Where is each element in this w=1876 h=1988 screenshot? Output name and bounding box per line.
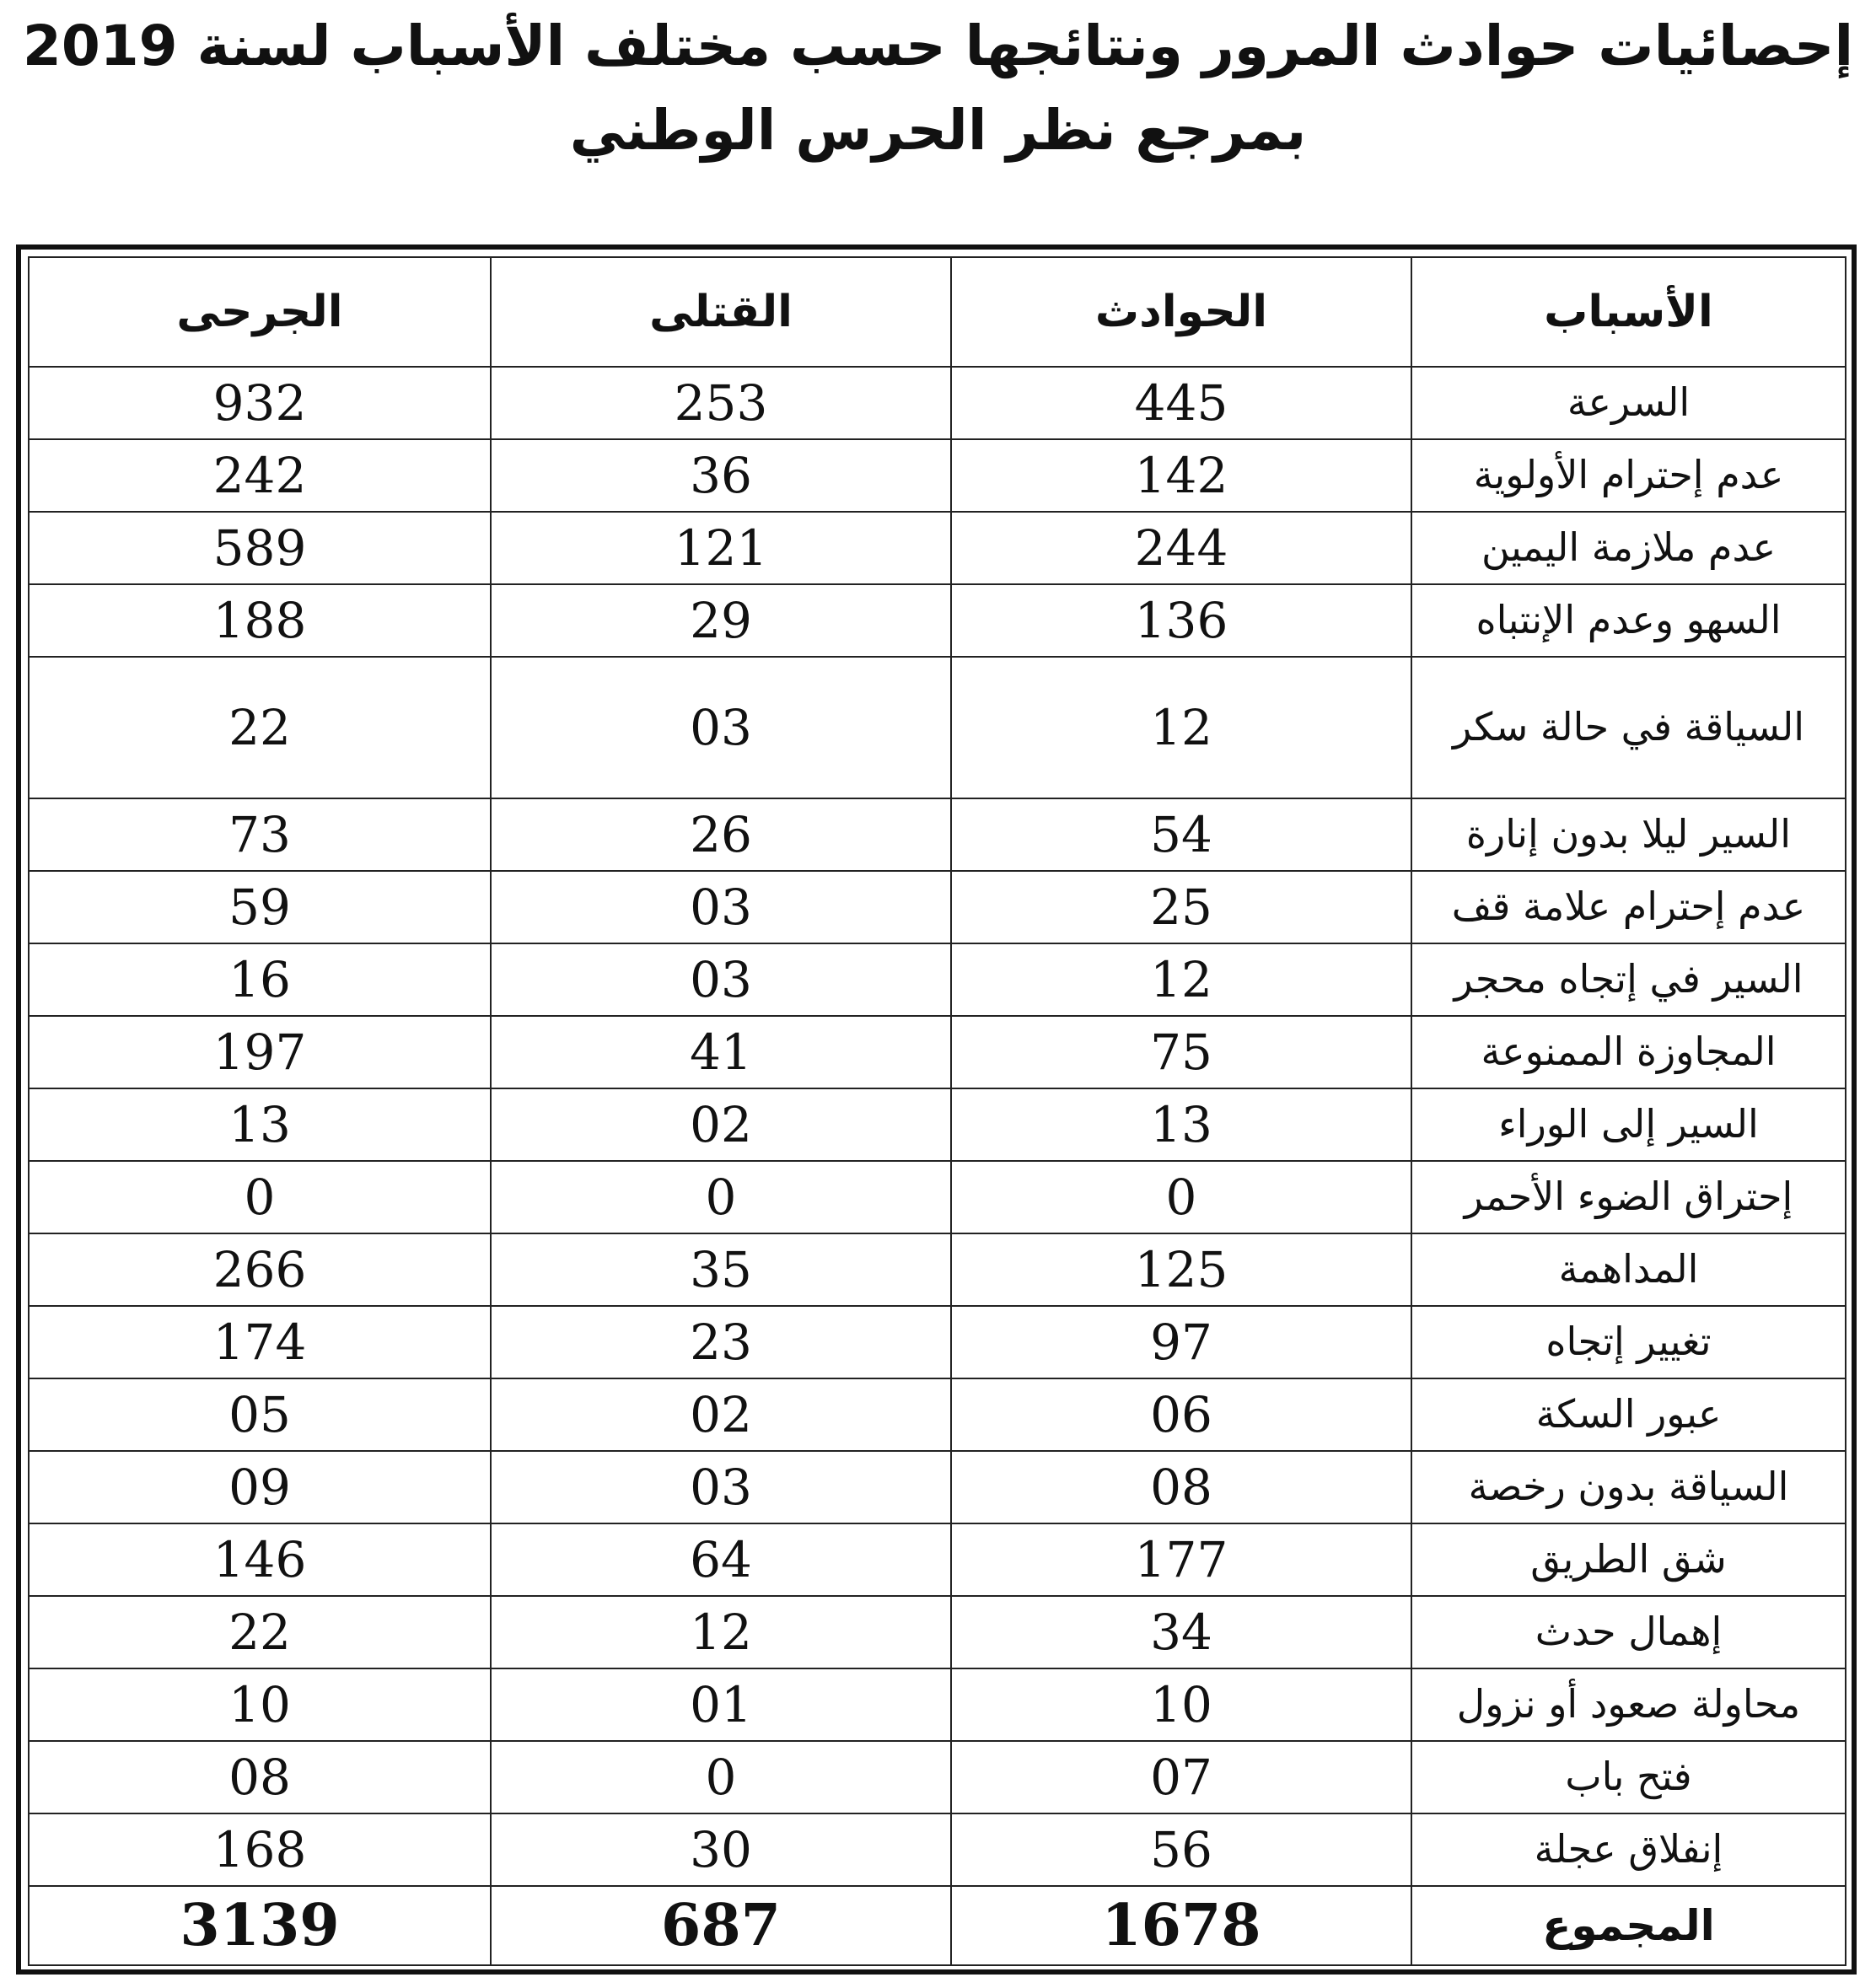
injured-cell: 197 [29,1016,491,1088]
total-killed: 687 [491,1886,951,1965]
table-row [29,1161,1846,1233]
cause-cell: السير إلى الوراء [1411,1088,1846,1161]
cause-cell: السياقة بدون رخصة [1411,1451,1846,1523]
injured-cell: 242 [29,439,491,512]
cause-cell: إهمال حدث [1411,1596,1846,1668]
killed-cell: 0 [491,1741,951,1813]
accidents-cell: 07 [951,1741,1411,1813]
cause-cell: عدم إحترام الأولوية [1411,439,1846,512]
cause-cell: السير ليلا بدون إنارة [1411,798,1846,871]
accidents-cell: 12 [951,657,1411,798]
table-row [29,512,1846,584]
table-row [29,1596,1846,1668]
table-row [29,1016,1846,1088]
accidents-cell: 08 [951,1451,1411,1523]
cause-cell: السهو وعدم الإنتباه [1411,584,1846,657]
accidents-cell: 142 [951,439,1411,512]
table-row [29,1813,1846,1886]
cause-cell: إنفلاق عجلة [1411,1813,1846,1886]
cause-cell: فتح باب [1411,1741,1846,1813]
table-row [29,798,1846,871]
total-label: المجموع [1411,1886,1846,1965]
accidents-cell: 34 [951,1596,1411,1668]
table-row [29,1451,1846,1523]
killed-cell: 30 [491,1813,951,1886]
accidents-cell: 25 [951,871,1411,943]
cause-cell: السير في إتجاه محجر [1411,943,1846,1016]
accidents-cell: 10 [951,1668,1411,1741]
killed-cell: 23 [491,1306,951,1378]
total-injured: 3139 [29,1886,491,1965]
killed-cell: 03 [491,1451,951,1523]
accidents-cell: 445 [951,367,1411,439]
header-cause: الأسباب [1411,257,1846,367]
killed-cell: 0 [491,1161,951,1233]
statistics-table-frame [16,244,1857,1975]
killed-cell: 03 [491,943,951,1016]
table-row [29,1668,1846,1741]
injured-cell: 05 [29,1378,491,1451]
table-row [29,367,1846,439]
killed-cell: 03 [491,871,951,943]
table-row [29,1088,1846,1161]
killed-cell: 253 [491,367,951,439]
accidents-cell: 97 [951,1306,1411,1378]
header-accidents: الحوادث [951,257,1411,367]
injured-cell: 10 [29,1668,491,1741]
table-row [29,1378,1846,1451]
injured-cell: 146 [29,1523,491,1596]
accidents-cell: 06 [951,1378,1411,1451]
injured-cell: 73 [29,798,491,871]
killed-cell: 02 [491,1378,951,1451]
cause-cell: المجاوزة الممنوعة [1411,1016,1846,1088]
accidents-cell: 56 [951,1813,1411,1886]
killed-cell: 29 [491,584,951,657]
injured-cell: 16 [29,943,491,1016]
table-row [29,1233,1846,1306]
header-killed: القتلى [491,257,951,367]
killed-cell: 26 [491,798,951,871]
cause-cell: السرعة [1411,367,1846,439]
table-row [29,1523,1846,1596]
header-injured: الجرحى [29,257,491,367]
accidents-cell: 125 [951,1233,1411,1306]
table-row [29,657,1846,798]
statistics-table [28,256,1846,1966]
injured-cell: 266 [29,1233,491,1306]
killed-cell: 36 [491,439,951,512]
killed-cell: 64 [491,1523,951,1596]
document-title: إحصائيات حوادث المرور ونتائجها حسب مختلف الأسباب لسنة 2019 [22,13,1854,78]
injured-cell: 22 [29,657,491,798]
injured-cell: 188 [29,584,491,657]
injured-cell: 09 [29,1451,491,1523]
accidents-cell: 0 [951,1161,1411,1233]
injured-cell: 168 [29,1813,491,1886]
accidents-cell: 244 [951,512,1411,584]
table-row [29,871,1846,943]
injured-cell: 0 [29,1161,491,1233]
accidents-cell: 54 [951,798,1411,871]
cause-cell: عبور السكة [1411,1378,1846,1451]
document-subtitle: بمرجع نظر الحرس الوطني [569,98,1307,163]
cause-cell: شق الطريق [1411,1523,1846,1596]
table-row [29,1741,1846,1813]
injured-cell: 13 [29,1088,491,1161]
cause-cell: عدم ملازمة اليمين [1411,512,1846,584]
injured-cell: 59 [29,871,491,943]
total-row [29,1886,1846,1965]
accidents-cell: 177 [951,1523,1411,1596]
injured-cell: 932 [29,367,491,439]
table-row [29,1306,1846,1378]
cause-cell: عدم إحترام علامة قف [1411,871,1846,943]
cause-cell: محاولة صعود أو نزول [1411,1668,1846,1741]
cause-cell: تغيير إتجاه [1411,1306,1846,1378]
killed-cell: 41 [491,1016,951,1088]
table-row [29,439,1846,512]
table-row [29,584,1846,657]
cause-cell: السياقة في حالة سكر [1411,657,1846,798]
cause-cell: إحتراق الضوء الأحمر [1411,1161,1846,1233]
accidents-cell: 75 [951,1016,1411,1088]
total-accidents: 1678 [951,1886,1411,1965]
cause-cell: المداهمة [1411,1233,1846,1306]
injured-cell: 22 [29,1596,491,1668]
killed-cell: 121 [491,512,951,584]
table-row [29,943,1846,1016]
killed-cell: 02 [491,1088,951,1161]
killed-cell: 01 [491,1668,951,1741]
accidents-cell: 12 [951,943,1411,1016]
injured-cell: 08 [29,1741,491,1813]
accidents-cell: 13 [951,1088,1411,1161]
injured-cell: 589 [29,512,491,584]
injured-cell: 174 [29,1306,491,1378]
header-row [29,257,1846,367]
killed-cell: 35 [491,1233,951,1306]
killed-cell: 03 [491,657,951,798]
killed-cell: 12 [491,1596,951,1668]
accidents-cell: 136 [951,584,1411,657]
